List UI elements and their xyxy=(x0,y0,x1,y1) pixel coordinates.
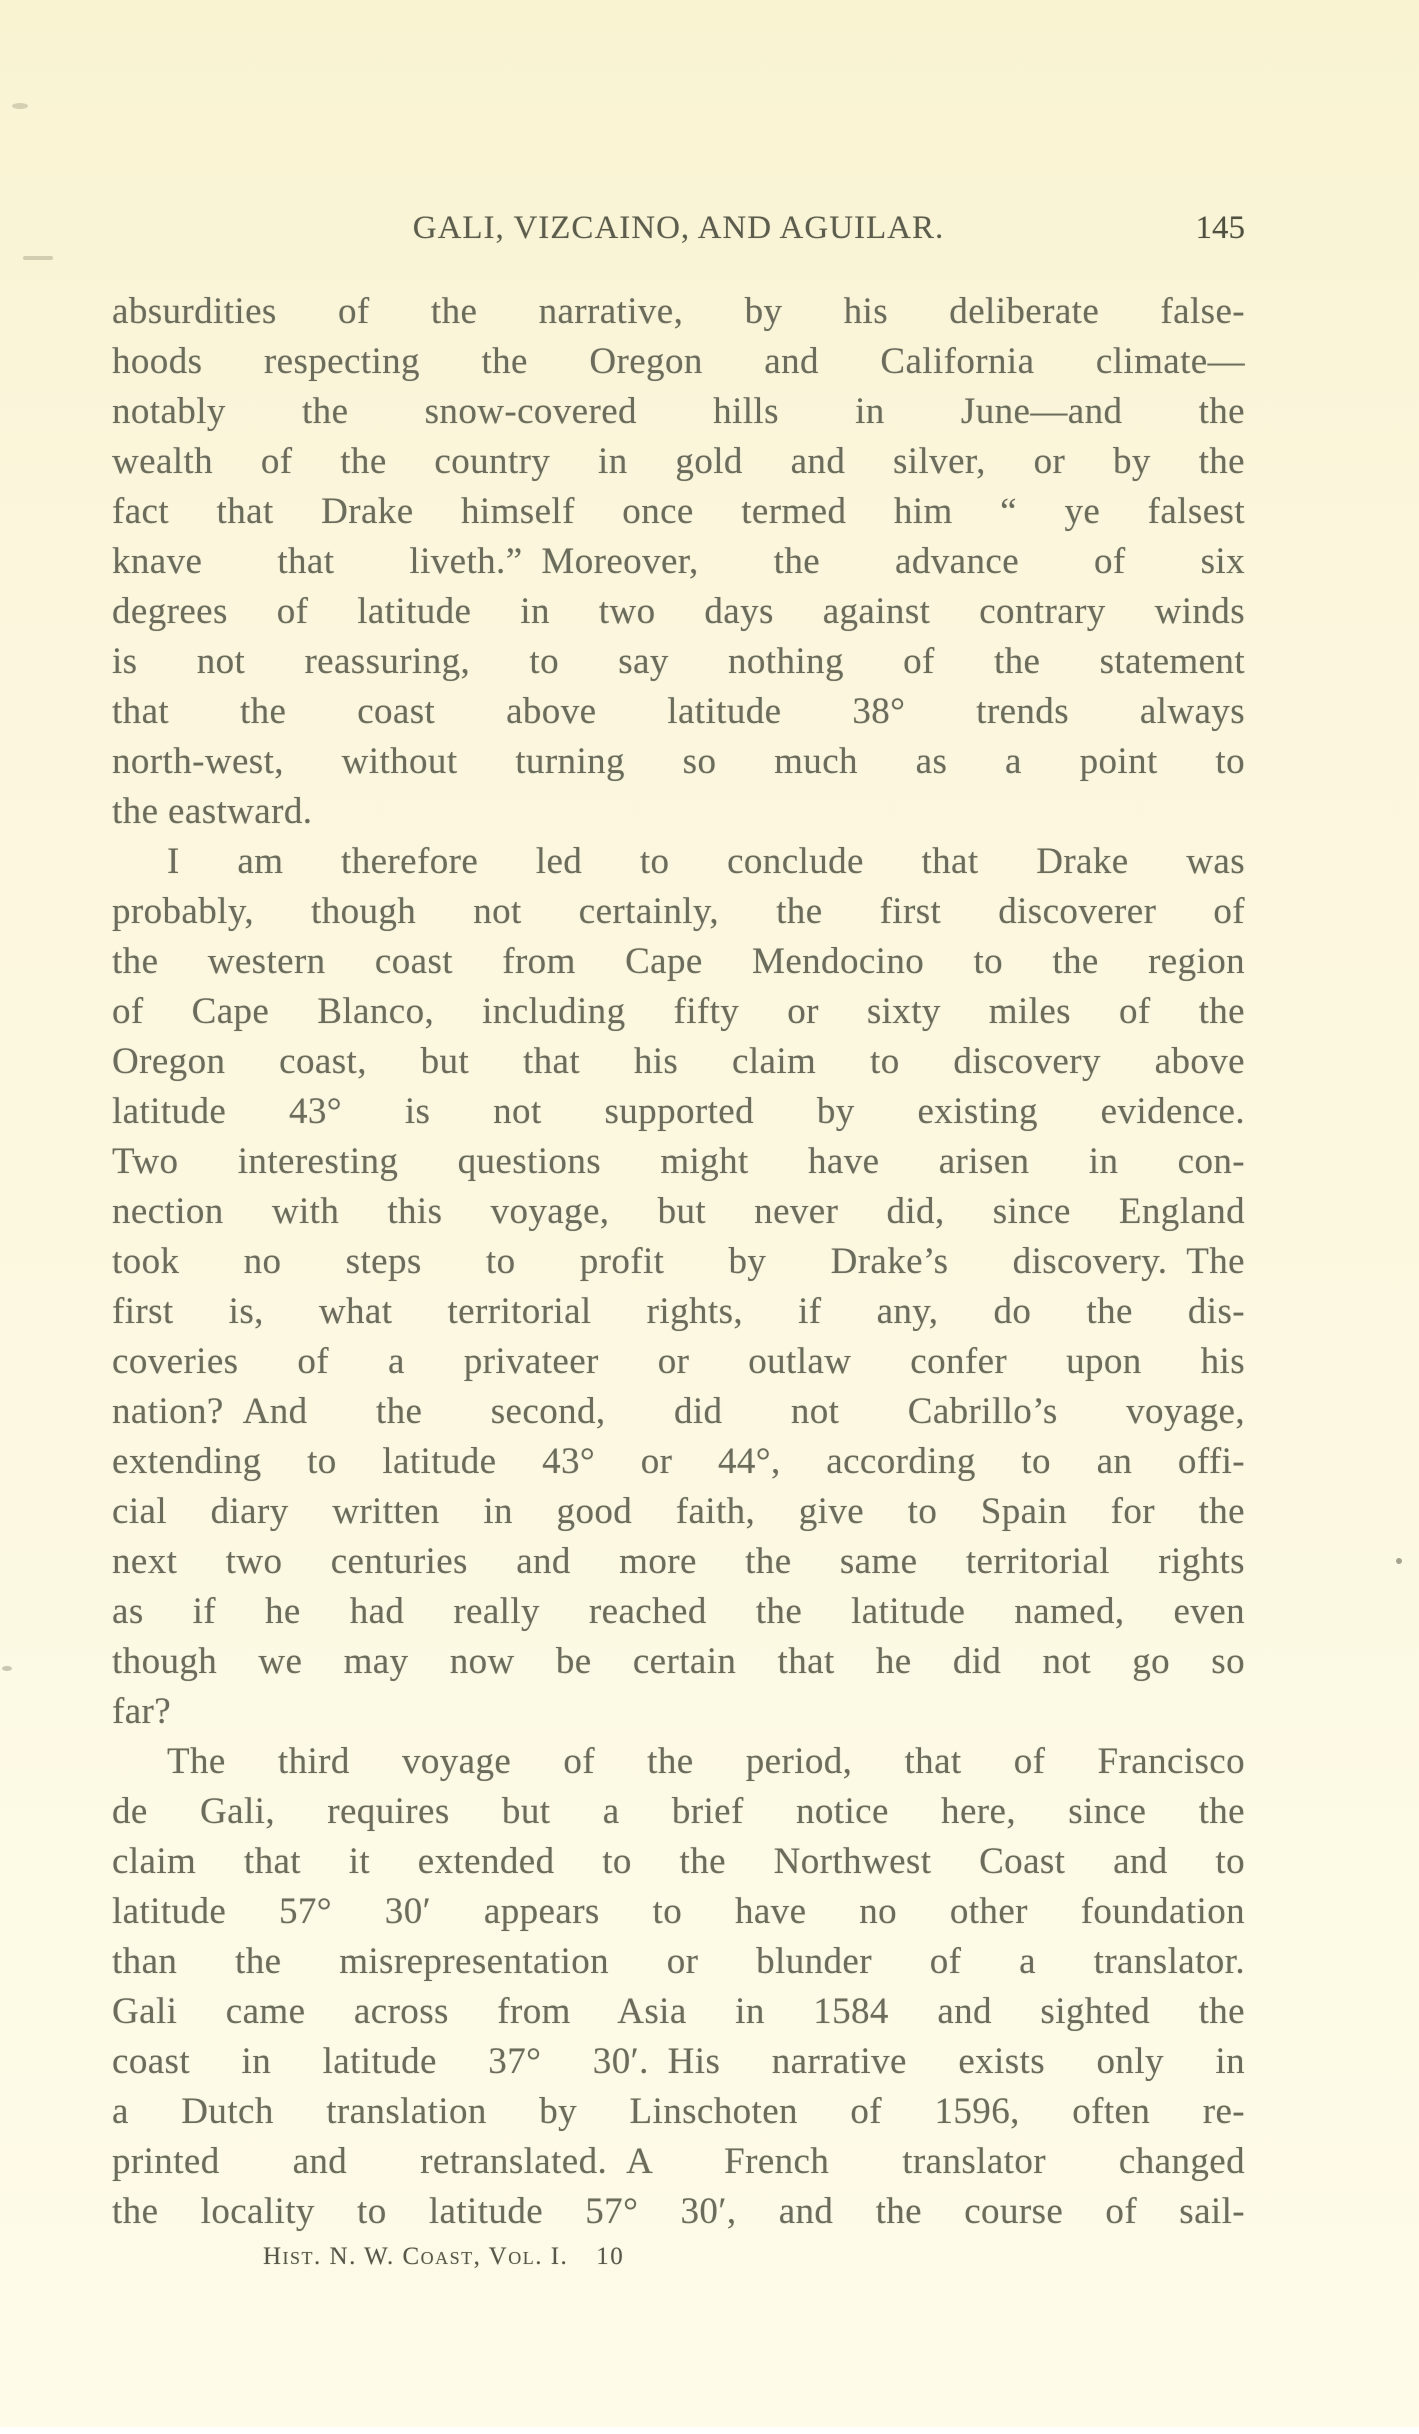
paragraph xyxy=(112,837,1245,1737)
text-line: Oregon coast, but that his claim to discovery above xyxy=(112,1041,1245,1082)
text-line: though we may now be certain that he did not go so xyxy=(112,1641,1245,1682)
text-line: probably, though not certainly, the first discoverer of xyxy=(112,891,1245,932)
text-line: The third voyage of the period, that of Francisco xyxy=(167,1741,1245,1782)
text-line: a Dutch translation by Linschoten of 1596, often re- xyxy=(112,2091,1245,2132)
paper-speck xyxy=(2,1666,12,1671)
text-line: first is, what territorial rights, if any, do the dis- xyxy=(112,1291,1245,1332)
text-line: the western coast from Cape Mendocino to the region xyxy=(112,941,1245,982)
text-line: far? xyxy=(112,1691,172,1732)
paper-speck xyxy=(23,256,53,260)
paper-speck xyxy=(12,103,28,109)
printer-signature: Hist. N. W. Coast, Vol. I. 10 xyxy=(263,2243,625,2270)
running-head xyxy=(112,205,1245,251)
text-line: took no steps to profit by Drake’s discovery. The xyxy=(112,1241,1245,1282)
text-line: as if he had really reached the latitude named, even xyxy=(112,1591,1245,1632)
text-line: Gali came across from Asia in 1584 and sighted the xyxy=(112,1991,1245,2032)
text-line: notably the snow-covered hills in June—and the xyxy=(112,391,1245,432)
text-line: printed and retranslated. A French translator changed xyxy=(112,2141,1245,2182)
text-line: claim that it extended to the Northwest Coast and to xyxy=(112,1841,1245,1882)
text-line: the locality to latitude 57° 30′, and the course of sail- xyxy=(112,2191,1245,2232)
text-line: de Gali, requires but a brief notice here, since the xyxy=(112,1791,1245,1832)
scan-edge xyxy=(0,2427,1419,2434)
page-body xyxy=(112,287,1245,2237)
text-line: latitude 57° 30′ appears to have no other foundation xyxy=(112,1891,1245,1932)
text-line: that the coast above latitude 38° trends always xyxy=(112,691,1245,732)
text-line: coast in latitude 37° 30′. His narrative exists only in xyxy=(112,2041,1245,2082)
text-line: hoods respecting the Oregon and California climate— xyxy=(112,341,1245,382)
text-line: I am therefore led to conclude that Drake was xyxy=(167,841,1245,882)
text-line: than the misrepresentation or blunder of a translator. xyxy=(112,1941,1245,1982)
text-line: is not reassuring, to say nothing of the statement xyxy=(112,641,1245,682)
text-line: cial diary written in good faith, give to Spain for the xyxy=(112,1491,1245,1532)
text-line: of Cape Blanco, including fifty or sixty miles of the xyxy=(112,991,1245,1032)
text-line: extending to latitude 43° or 44°, according to an offi- xyxy=(112,1441,1245,1482)
text-line: nection with this voyage, but never did, since England xyxy=(112,1191,1245,1232)
text-line: the eastward. xyxy=(112,791,313,832)
text-line: nation? And the second, did not Cabrillo’s voyage, xyxy=(112,1391,1245,1432)
text-line: north-west, without turning so much as a point to xyxy=(112,741,1245,782)
text-line: next two centuries and more the same territorial rights xyxy=(112,1541,1245,1582)
text-line: absurdities of the narrative, by his deliberate false- xyxy=(112,291,1245,332)
running-header-title: GALI, VIZCAINO, AND AGUILAR. xyxy=(412,210,945,246)
paper-speck xyxy=(1396,1558,1402,1564)
text-line: Two interesting questions might have arisen in con- xyxy=(112,1141,1245,1182)
paragraph xyxy=(112,1737,1245,2237)
text-line: degrees of latitude in two days against contrary winds xyxy=(112,591,1245,632)
text-line: knave that liveth.” Moreover, the advance of six xyxy=(112,541,1245,582)
text-line: latitude 43° is not supported by existing evidence. xyxy=(112,1091,1245,1132)
text-line: coveries of a privateer or outlaw confer upon his xyxy=(112,1341,1245,1382)
text-line: wealth of the country in gold and silver, or by the xyxy=(112,441,1245,482)
paragraph xyxy=(112,287,1245,837)
page-number: 145 xyxy=(1195,210,1245,246)
text-line: fact that Drake himself once termed him “ ye falsest xyxy=(112,491,1245,532)
